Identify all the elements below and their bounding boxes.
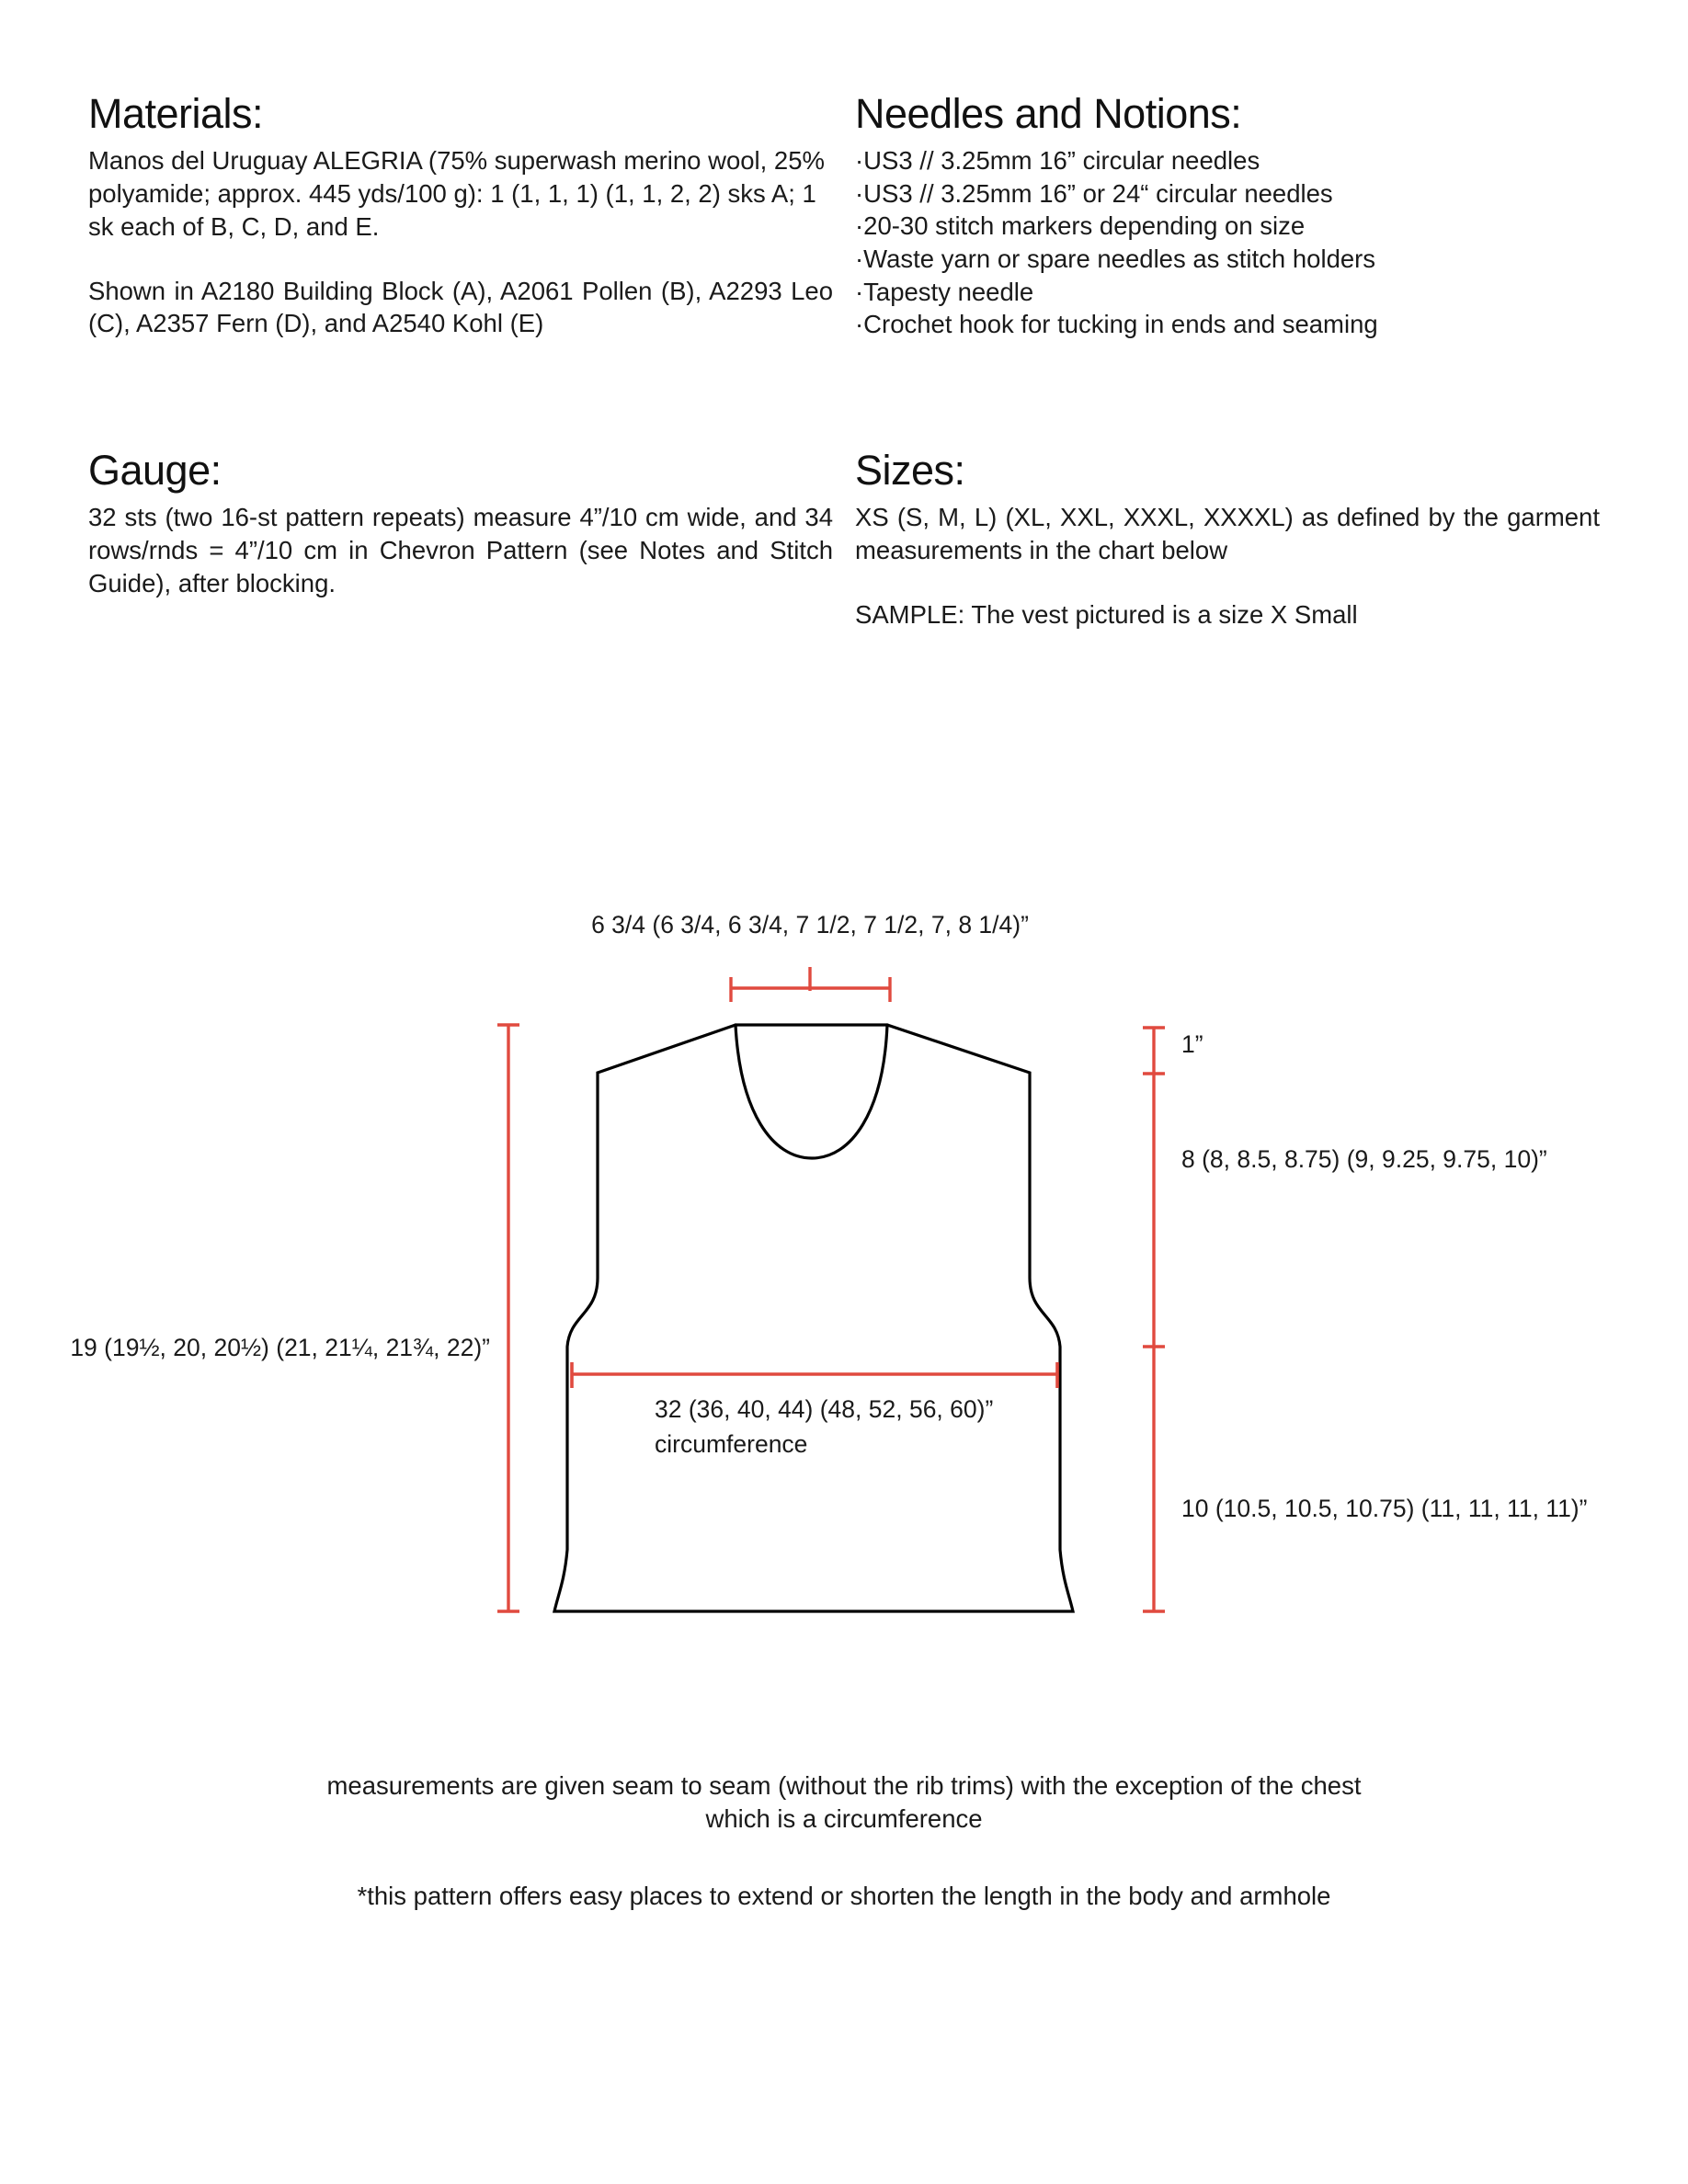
- sizes-sample-text: SAMPLE: The vest pictured is a size X Small: [855, 599, 1358, 629]
- footer-note-line-1: measurements are given seam to seam (without the rib trims) with the exception of the chest: [326, 1771, 1362, 1800]
- lower-body-length-dimension: [1143, 1347, 1165, 1611]
- notions-item-label: Crochet hook for tucking in ends and seaming: [863, 310, 1378, 339]
- shoulder-width-dimension: [731, 967, 890, 1002]
- bullet-marker: ·: [855, 178, 864, 208]
- materials-section: [88, 92, 833, 341]
- notions-list-item: [855, 177, 1600, 210]
- notions-item-label: US3 // 3.25mm 16” circular needles: [863, 146, 1260, 176]
- materials-colorways-text: Shown in A2180 Building Block (A), A2061 Pollen (B), A2293 Leo (C), A2357 Fern (D), and A2540 Kohl (E): [88, 276, 833, 338]
- chest-circumference-value: 32 (36, 40, 44) (48, 52, 56, 60)”: [655, 1395, 994, 1423]
- footer-note-line-2: which is a circumference: [705, 1803, 983, 1833]
- needles-notions-section: [855, 92, 1600, 341]
- notions-list-item: [855, 308, 1600, 341]
- gauge-text: 32 sts (two 16-st pattern repeats) measure 4”/10 cm wide, and 34 rows/rnds = 4”/10 cm in Chevron Pattern (see Notes and Stitch Guide), after blocking.: [88, 503, 833, 597]
- notions-list-item: [855, 276, 1600, 309]
- notions-item-label: Waste yarn or spare needles as stitch holders: [863, 245, 1376, 274]
- total-length-label: 19 (19½, 20, 20½) (21, 21¼, 21¾, 22)”: [70, 1334, 490, 1361]
- sizes-section: [855, 449, 1600, 631]
- armhole-depth-label: 8 (8, 8.5, 8.75) (9, 9.25, 9.75, 10)”: [1181, 1145, 1547, 1173]
- materials-yarn-text: Manos del Uruguay ALEGRIA (75% superwash merino wool, 25% polyamide; approx. 445 yds/100 g): 1 (1, 1, 1) (1, 1, 2, 2) sks A; 1 sk each of B, C, D, and E.: [88, 146, 825, 241]
- top-info-grid: [88, 92, 1600, 341]
- gauge-heading: Gauge:: [88, 447, 222, 494]
- notions-item-label: Tapesty needle: [863, 277, 1034, 306]
- bullet-marker: ·: [855, 211, 864, 241]
- notions-list-item: [855, 243, 1600, 276]
- sizes-heading: Sizes:: [855, 447, 965, 494]
- footer-notes: [0, 1769, 1688, 1912]
- neckband-depth-label: 1”: [1181, 1030, 1203, 1058]
- materials-heading: Materials:: [88, 90, 264, 137]
- footer-note-line-3: *this pattern offers easy places to extend or shorten the length in the body and armhole: [357, 1881, 1331, 1910]
- lower-body-length-label: 10 (10.5, 10.5, 10.75) (11, 11, 11, 11)”: [1181, 1495, 1588, 1522]
- bullet-marker: ·: [855, 310, 864, 339]
- notions-list-item: [855, 144, 1600, 177]
- notions-list-item: [855, 210, 1600, 243]
- paragraph-spacer: [855, 567, 1600, 598]
- neckband-depth-dimension: [1143, 1028, 1165, 1074]
- total-length-dimension: [497, 1025, 519, 1611]
- bullet-marker: ·: [855, 146, 864, 176]
- bullet-marker: ·: [855, 245, 864, 274]
- gauge-sizes-grid: [88, 449, 1600, 631]
- sizes-text: XS (S, M, L) (XL, XXL, XXXL, XXXXL) as defined by the garment measurements in the chart below: [855, 503, 1600, 564]
- paragraph-spacer: [88, 244, 833, 275]
- shoulder-width-label: 6 3/4 (6 3/4, 6 3/4, 7 1/2, 7 1/2, 7, 8 1/4)”: [591, 911, 1029, 938]
- needles-notions-heading: Needles and Notions:: [855, 90, 1242, 137]
- armhole-depth-dimension: [1143, 1074, 1165, 1347]
- notions-item-label: US3 // 3.25mm 16” or 24“ circular needles: [863, 178, 1333, 208]
- notions-item-label: 20-30 stitch markers depending on size: [863, 211, 1306, 241]
- bullet-marker: ·: [855, 277, 864, 306]
- gauge-section: [88, 449, 833, 631]
- notions-list: [855, 144, 1600, 341]
- vest-schematic: [0, 882, 1688, 1710]
- chest-circumference-unit: circumference: [655, 1430, 808, 1458]
- vest-outline-path: [554, 1025, 1073, 1611]
- footer-spacer: [0, 1836, 1688, 1880]
